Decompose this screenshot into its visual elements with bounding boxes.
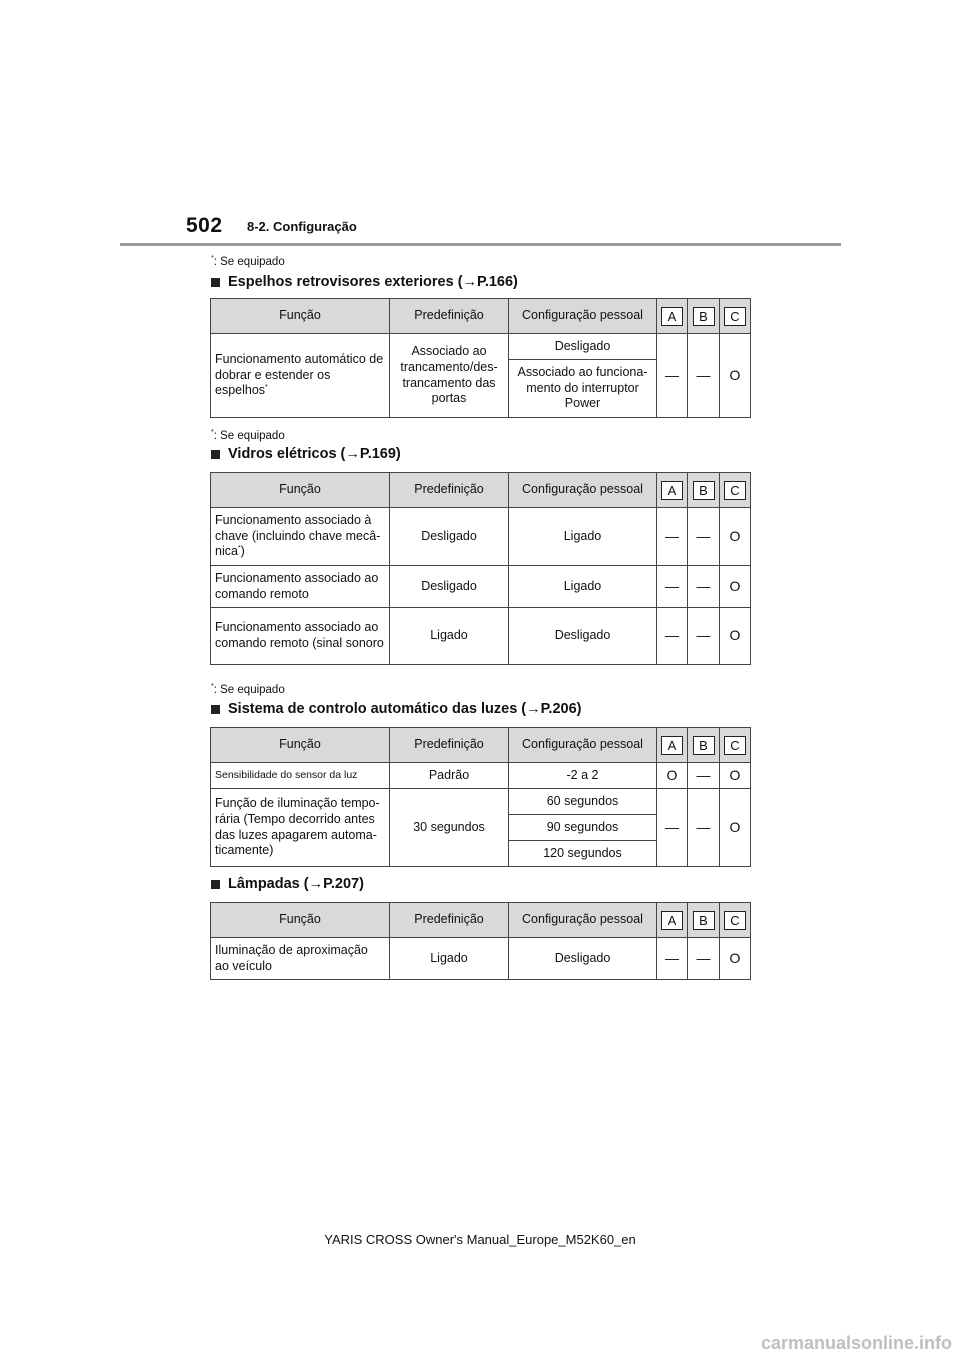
col-header-c: C: [720, 299, 751, 334]
footnote-colon: :: [213, 683, 217, 696]
page-ref-link[interactable]: P.207): [323, 876, 364, 892]
bullet-square-icon: [211, 880, 220, 889]
cell-personal: Ligado: [509, 566, 657, 608]
cell-a: —: [657, 938, 688, 980]
cell-b: —: [688, 566, 720, 608]
cell-personal: Desligado: [509, 938, 657, 980]
arrow-icon: →: [308, 876, 324, 892]
footnote-text: Se equipado: [220, 429, 285, 442]
section-heading-windows: [211, 446, 401, 462]
table-row: [211, 789, 751, 815]
windows-table: [210, 472, 751, 665]
table-header-row: [211, 903, 751, 938]
cell-b: —: [688, 608, 720, 665]
heading-text: Vidros elétricos (: [228, 446, 346, 462]
cell-default: Padrão: [390, 763, 509, 789]
bullet-square-icon: [211, 705, 220, 714]
col-header-default: Predefinição: [390, 473, 509, 508]
arrow-icon: →: [462, 274, 478, 290]
col-header-c: C: [720, 473, 751, 508]
bullet-square-icon: [211, 450, 220, 459]
cell-c: O: [720, 566, 751, 608]
cell-default: Ligado: [390, 608, 509, 665]
cell-a: —: [657, 334, 688, 418]
col-header-personal: Configuração pessoal: [509, 903, 657, 938]
cell-default: 30 segundos: [390, 789, 509, 867]
cell-function: Funcionamento associado ao comando remoto (sinal sonoro: [211, 608, 390, 665]
col-header-b: B: [688, 473, 720, 508]
table-row: [211, 763, 751, 789]
bullet-square-icon: [211, 278, 220, 287]
cell-personal: Desligado: [509, 608, 657, 665]
footnote-text: Se equipado: [220, 255, 285, 268]
section-heading-mirrors: [211, 274, 518, 290]
col-header-function: Função: [211, 299, 390, 334]
heading-text: Espelhos retrovisores exteriores (: [228, 274, 463, 290]
col-header-personal: Configuração pessoal: [509, 728, 657, 763]
table-header-row: [211, 473, 751, 508]
cell-a: —: [657, 608, 688, 665]
section-heading-lights: [211, 701, 581, 717]
cell-default: Desligado: [390, 566, 509, 608]
section-heading-lamps: [211, 876, 364, 892]
table-row: [211, 938, 751, 980]
cell-b: —: [688, 938, 720, 980]
page-footer: YARIS CROSS Owner's Manual_Europe_M52K60_en: [324, 1232, 636, 1247]
cell-option: 90 segundos: [509, 815, 657, 841]
table-row: [211, 508, 751, 566]
cell-c: O: [720, 763, 751, 789]
cell-option: Desligado: [509, 334, 657, 360]
footnote-text: Se equipado: [220, 683, 285, 696]
page-ref-link[interactable]: P.169): [359, 446, 401, 462]
mirrors-table: [210, 298, 751, 418]
cell-c: O: [720, 789, 751, 867]
cell-default: Associado ao trancamento/des-trancamento das portas: [390, 334, 509, 418]
section-title: 8-2. Configuração: [247, 219, 357, 234]
cell-b: —: [688, 334, 720, 418]
cell-function: Iluminação de aproximação ao veículo: [211, 938, 390, 980]
cell-c: O: [720, 508, 751, 566]
footnote-star: *: [211, 429, 214, 436]
cell-personal: Ligado: [509, 508, 657, 566]
cell-a: —: [657, 789, 688, 867]
heading-text: Sistema de controlo automático das luzes (: [228, 701, 527, 717]
cell-function: Funcionamento associado à chave (incluindo chave mecâ-nica*): [211, 508, 390, 566]
cell-function: Sensibilidade do sensor da luz: [211, 763, 390, 789]
watermark: carmanualsonline.info: [760, 1333, 952, 1353]
cell-a: O: [657, 763, 688, 789]
table-row: [211, 608, 751, 665]
col-header-personal: Configuração pessoal: [509, 299, 657, 334]
footnote-star: *: [211, 255, 214, 262]
cell-personal: -2 a 2: [509, 763, 657, 789]
cell-option: 120 segundos: [509, 841, 657, 867]
page-ref-link[interactable]: P.166): [477, 274, 518, 290]
col-header-a: A: [657, 903, 688, 938]
col-header-personal: Configuração pessoal: [509, 473, 657, 508]
arrow-icon: →: [526, 701, 541, 717]
col-header-a: A: [657, 473, 688, 508]
footnote-colon: :: [213, 255, 217, 268]
footnote: [211, 683, 285, 696]
col-header-default: Predefinição: [390, 299, 509, 334]
cell-b: —: [688, 508, 720, 566]
cell-b: —: [688, 789, 720, 867]
cell-default: Desligado: [390, 508, 509, 566]
cell-function: Função de iluminação tempo-rária (Tempo decorrido antes das luzes apagarem automa-ticamente): [211, 789, 390, 867]
col-header-default: Predefinição: [390, 903, 509, 938]
cell-c: O: [720, 938, 751, 980]
cell-function: Funcionamento associado ao comando remoto: [211, 566, 390, 608]
cell-function: Funcionamento automático de dobrar e estender os espelhos*: [211, 334, 390, 418]
lights-table: [210, 727, 751, 867]
col-header-c: C: [720, 728, 751, 763]
table-row: [211, 334, 751, 360]
col-header-b: B: [688, 299, 720, 334]
page-ref-link[interactable]: P.206): [540, 701, 582, 717]
footnote-star: *: [211, 683, 214, 690]
col-header-default: Predefinição: [390, 728, 509, 763]
cell-c: O: [720, 334, 751, 418]
header-rule: [120, 243, 841, 246]
cell-b: —: [688, 763, 720, 789]
table-row: [211, 566, 751, 608]
cell-option: 60 segundos: [509, 789, 657, 815]
lamps-table: [210, 902, 751, 980]
cell-a: —: [657, 508, 688, 566]
arrow-icon: →: [345, 446, 360, 462]
table-header-row: [211, 299, 751, 334]
col-header-function: Função: [211, 903, 390, 938]
col-header-a: A: [657, 299, 688, 334]
footnote: [211, 429, 285, 442]
cell-option: Associado ao funciona-mento do interruptor Power: [509, 360, 657, 418]
table-header-row: [211, 728, 751, 763]
col-header-function: Função: [211, 473, 390, 508]
cell-a: —: [657, 566, 688, 608]
col-header-c: C: [720, 903, 751, 938]
heading-text: Lâmpadas (: [228, 876, 309, 892]
footnote-colon: :: [213, 429, 217, 442]
col-header-b: B: [688, 903, 720, 938]
footnote: [211, 255, 285, 268]
cell-c: O: [720, 608, 751, 665]
col-header-b: B: [688, 728, 720, 763]
col-header-function: Função: [211, 728, 390, 763]
col-header-a: A: [657, 728, 688, 763]
cell-default: Ligado: [390, 938, 509, 980]
page-number: 502: [186, 214, 223, 237]
